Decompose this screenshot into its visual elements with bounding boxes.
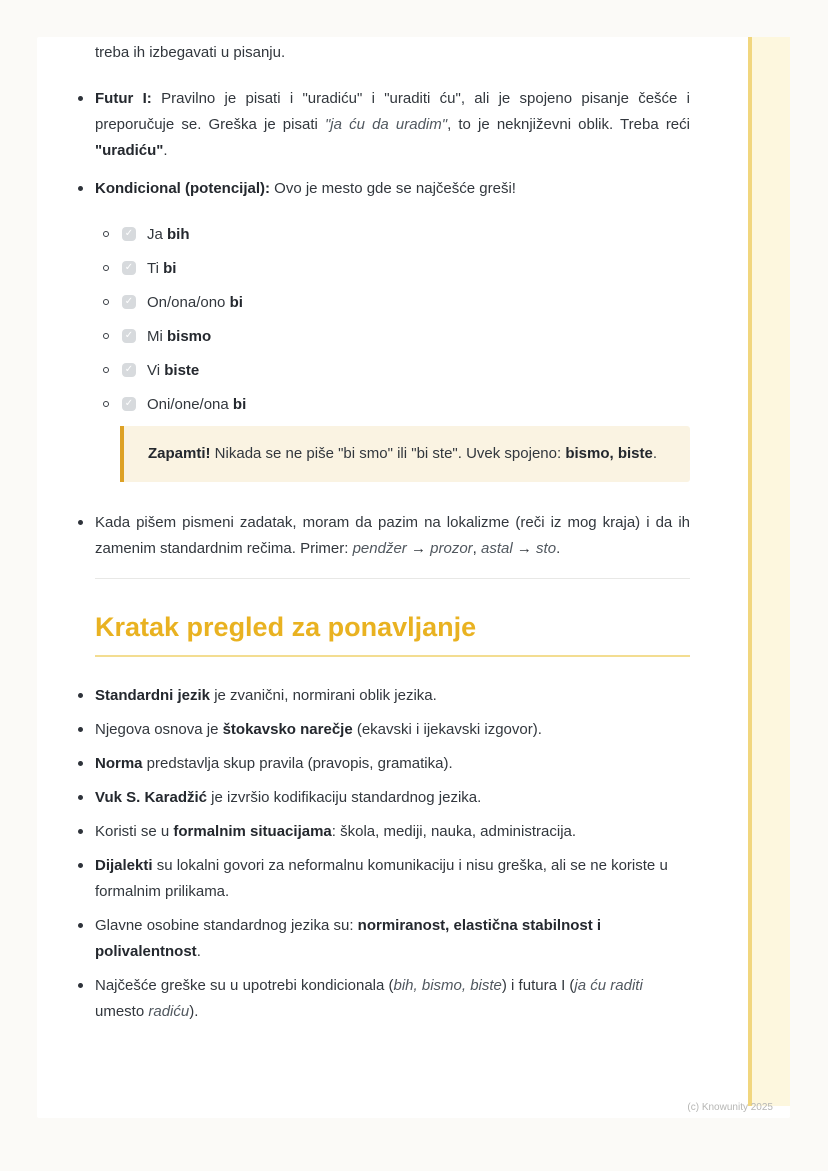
circle-bullet-marker (103, 231, 109, 237)
checklist-item-text: Mi bismo (147, 328, 212, 345)
checkmark-icon: ✓ (124, 228, 134, 239)
bullet-marker (78, 520, 83, 525)
summary-item (95, 973, 690, 1025)
summary-item-text: Najčešće greške su u upotrebi kondicionala (bih, bismo, biste) i futura I (ja ću raditi umesto radiću). (95, 977, 643, 1020)
checklist-item (95, 392, 690, 418)
checkbox-checked-icon (122, 295, 136, 309)
bullet-marker (78, 96, 83, 101)
checkmark-icon: ✓ (124, 262, 134, 273)
section-heading: Kratak pregled za ponavljanje (95, 612, 477, 642)
summary-item-text: Norma predstavlja skup pravila (pravopis, gramatika). (95, 755, 453, 772)
checklist-item-text: Ja bih (147, 226, 190, 243)
document-content (95, 40, 690, 1033)
circle-bullet-marker (103, 367, 109, 373)
checkbox-checked-icon (122, 329, 136, 343)
bullet-marker (78, 795, 83, 800)
paragraph-continuation: treba ih izbegavati u pisanju. (95, 44, 286, 61)
summary-item-text: Standardni jezik je zvanični, normirani oblik jezika. (95, 687, 437, 704)
bullet-marker (78, 761, 83, 766)
checkmark-icon: ✓ (124, 296, 134, 307)
checkmark-icon: ✓ (124, 364, 134, 375)
bullet-text-kondicional: Kondicional (potencijal): Ovo je mesto gde se najčešće greši! (95, 180, 516, 197)
bullet-marker (78, 727, 83, 732)
checklist-item-text: On/ona/ono bi (147, 294, 243, 311)
bullet-marker (78, 983, 83, 988)
summary-item-text: Koristi se u formalnim situacijama: škola, mediji, nauka, administracija. (95, 823, 577, 840)
bullet-marker (78, 923, 83, 928)
checkbox-checked-icon (122, 363, 136, 377)
section-divider (95, 578, 690, 579)
bullet-text-futur: Futur I: Pravilno je pisati i "uradiću" i "uraditi ću", ali je spojeno pisanje češće i preporučuje se. Greška je pisati "ja ću da uradim", to je neknjiževni oblik. Treba reći "uradiću". (95, 90, 691, 159)
checkbox-checked-icon (122, 397, 136, 411)
summary-item (95, 683, 690, 709)
callout-text: Zapamti! Nikada se ne piše "bi smo" ili "bi ste". Uvek spojeno: bismo, biste. (148, 445, 658, 462)
checklist-item (95, 358, 690, 384)
bullet-marker (78, 693, 83, 698)
circle-bullet-marker (103, 299, 109, 305)
page-edge-band (748, 37, 790, 1106)
circle-bullet-marker (103, 265, 109, 271)
copyright-footer: (c) Knowunity 2025 (687, 1102, 773, 1113)
checklist-item-text: Ti bi (147, 260, 177, 277)
bullet-text-lokalizmi: Kada pišem pismeni zadatak, moram da pazim na lokalizme (reči iz mog kraja) i da ih zamenim standardnim rečima. Primer: pendžer → prozor, astal → sto. (95, 514, 690, 557)
bullet-item-kondicional (95, 176, 690, 202)
summary-item (95, 853, 690, 905)
checklist-item (95, 324, 690, 350)
summary-item (95, 819, 690, 845)
summary-item-text: Glavne osobine standardnog jezika su: normiranost, elastična stabilnost i polivalentnost. (95, 917, 602, 960)
summary-item (95, 785, 690, 811)
summary-list (95, 683, 690, 1025)
summary-item-text: Dijalekti su lokalni govori za neformalnu komunikaciju i nisu greška, ali se ne koriste u formalnim prilikama. (95, 857, 668, 900)
checklist-item-text: Oni/one/ona bi (147, 396, 247, 413)
summary-item (95, 717, 690, 743)
bullet-marker (78, 829, 83, 834)
checkbox-checked-icon (122, 227, 136, 241)
checklist-item (95, 222, 690, 248)
checkmark-icon: ✓ (124, 330, 134, 341)
callout-note (120, 426, 690, 482)
checkmark-icon: ✓ (124, 398, 134, 409)
circle-bullet-marker (103, 401, 109, 407)
summary-item-text: Njegova osnova je štokavsko narečje (ekavski i ijekavski izgovor). (95, 721, 542, 738)
circle-bullet-marker (103, 333, 109, 339)
heading-underline (95, 655, 690, 657)
bullet-item-lokalizmi (95, 510, 690, 562)
bullet-marker (78, 186, 83, 191)
summary-item (95, 751, 690, 777)
checklist-item (95, 290, 690, 316)
bullet-item-futur (95, 86, 690, 164)
checkbox-checked-icon (122, 261, 136, 275)
bullet-marker (78, 863, 83, 868)
checklist-item (95, 256, 690, 282)
summary-item (95, 913, 690, 965)
summary-item-text: Vuk S. Karadžić je izvršio kodifikaciju standardnog jezika. (95, 789, 482, 806)
conjugation-checklist (95, 222, 690, 418)
checklist-item-text: Vi biste (147, 362, 200, 379)
